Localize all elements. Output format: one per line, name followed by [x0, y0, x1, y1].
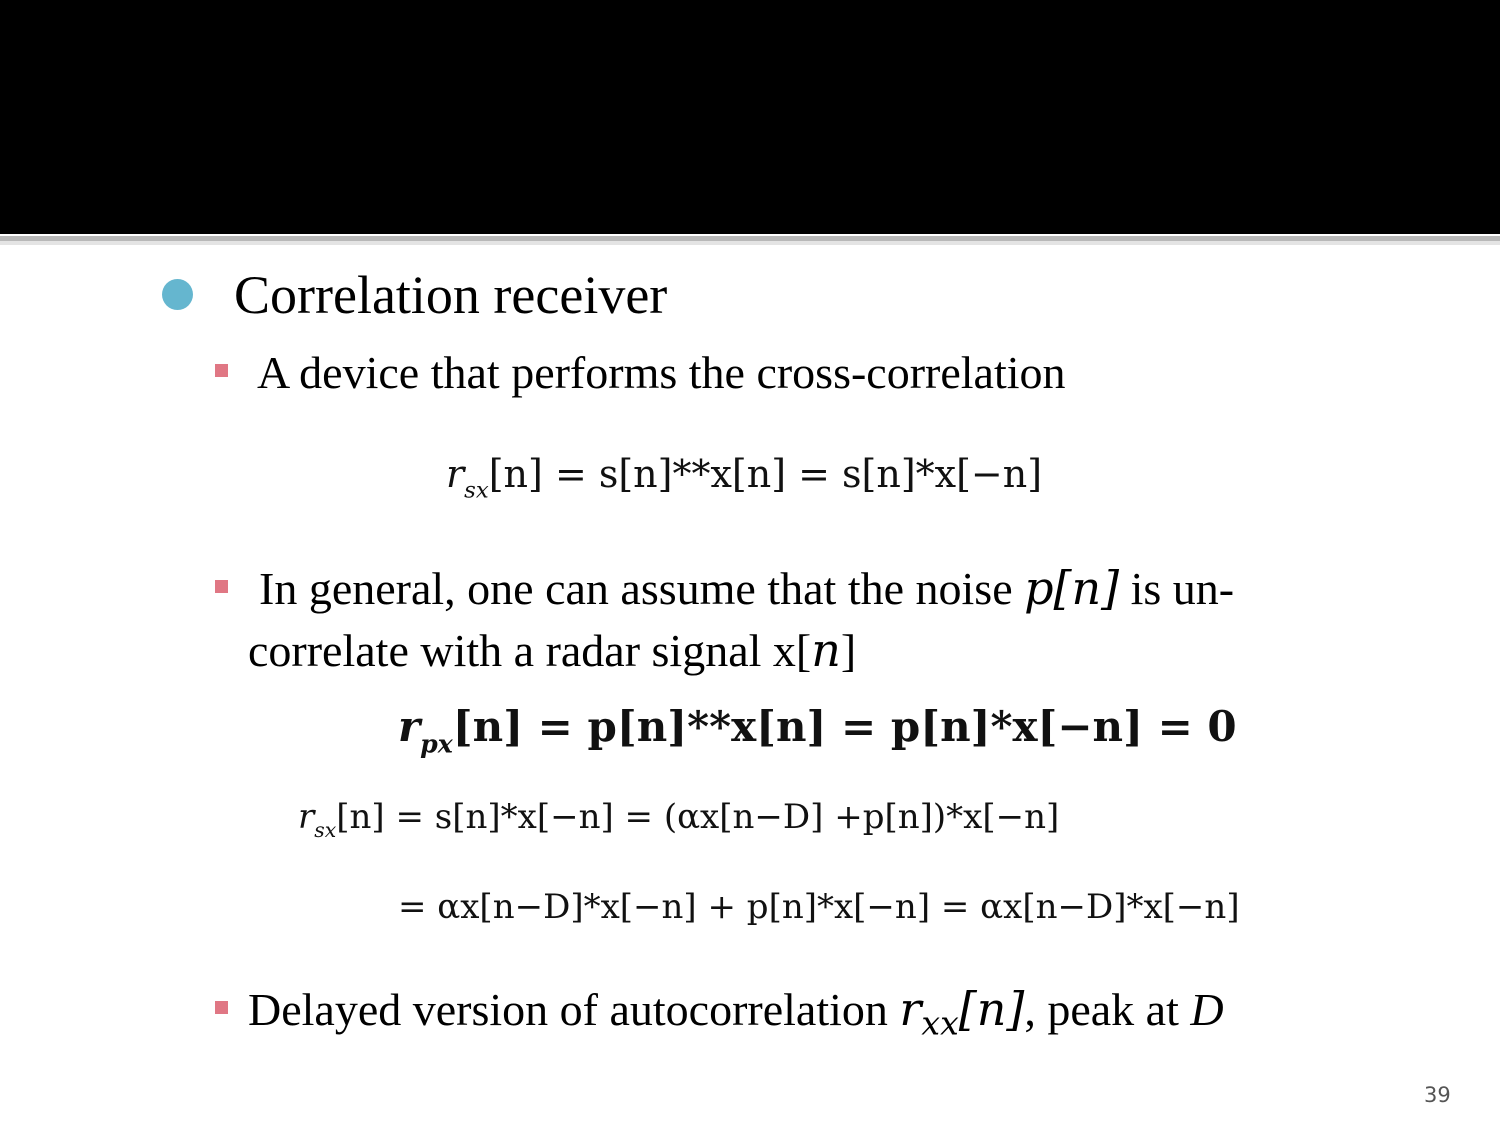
- delayed-text-pre: Delayed version of autocorrelation: [248, 984, 900, 1035]
- sub-bullet-delayed-autocorrelation: [248, 982, 1224, 1043]
- eq2-rhs: [n] = p[n]**x[n] = p[n]*x[−n] = 0: [452, 702, 1237, 751]
- equation-receiver-expanded: [398, 887, 1240, 927]
- sub-bullet-device: A device that performs the cross-correlation: [257, 347, 1066, 398]
- equation-cross-correlation: [446, 452, 1043, 504]
- noise-line2-pre: correlate with a radar signal x[: [248, 625, 812, 676]
- autocorr-subscript: xx: [921, 1003, 959, 1043]
- noise-text-post: is un-: [1119, 563, 1235, 614]
- autocorr-symbol: r: [899, 982, 922, 1036]
- eq1-rhs: [n] = s[n]**x[n] = s[n]*x[−n]: [488, 452, 1043, 496]
- delayed-text-mid: , peak at: [1024, 984, 1191, 1035]
- equation-noise-uncorrelated: [398, 702, 1237, 759]
- autocorr-arg: [n]: [958, 982, 1025, 1036]
- eq2-lhs-var: r: [398, 702, 421, 751]
- eq1-lhs-var: r: [446, 452, 465, 496]
- title-divider-shadow: [0, 241, 1500, 245]
- eq1-lhs-sub: sx: [464, 477, 489, 504]
- bullet-circle-icon: [162, 279, 193, 310]
- noise-symbol: p[n]: [1024, 561, 1120, 615]
- equation-receiver-output: [298, 797, 1060, 843]
- title-band: [0, 0, 1500, 234]
- sub-bullet-noise-line2: [248, 623, 857, 677]
- square-bullet-icon: [215, 1001, 228, 1014]
- eq3-lhs-sub: sx: [314, 818, 337, 843]
- eq3-rhs: [n] = s[n]*x[−n] = (αx[n−D] +p[n])*x[−n]: [336, 797, 1060, 837]
- eq2-lhs-sub: px: [420, 728, 453, 759]
- sub-bullet-noise-line1: [259, 561, 1235, 615]
- square-bullet-icon: [215, 580, 228, 593]
- eq3-lhs-var: r: [298, 797, 315, 837]
- square-bullet-icon: [215, 364, 228, 377]
- noise-line2-n: n: [811, 623, 841, 677]
- delay-symbol: D: [1190, 984, 1224, 1035]
- eq4-rhs: = αx[n−D]*x[−n] + p[n]*x[−n] = αx[n−D]*x[−n]: [398, 887, 1240, 927]
- bullet-correlation-receiver: Correlation receiver: [234, 265, 668, 325]
- noise-text-pre: In general, one can assume that the noise: [259, 563, 1025, 614]
- noise-line2-post: ]: [840, 625, 857, 676]
- page-number: 39: [1424, 1083, 1451, 1107]
